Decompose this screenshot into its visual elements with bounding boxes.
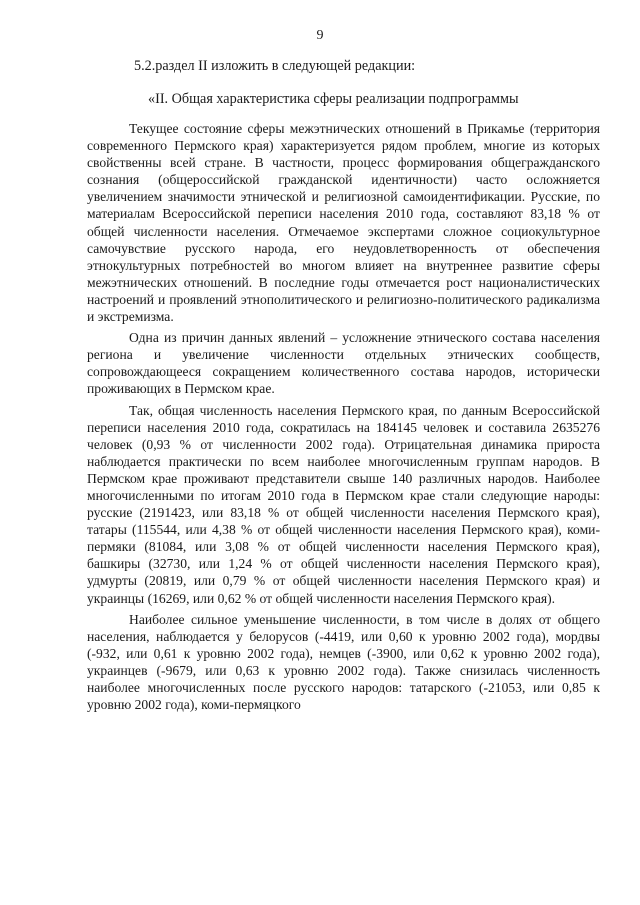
section-title: «II. Общая характеристика сферы реализации подпрограммы (148, 91, 519, 107)
paragraph: Наиболее сильное уменьшение численности, в том числе в долях от общего населения, наблюдается у белорусов (-4419, или 0,60 к уровню 2002 года), мордвы (-932, или 0,61 к уровню 2002 года), немцев (-3900, или 0,62 к уровню 2002 года), украинцев (-9679, или 0,63 к уровню 2002 года). Также снизилась численность наиболее многочисленных после русского народов: татарского (-21053, или 0,85 к уровню 2002 года), коми-пермяцкого (87, 611, 600, 713)
amendment-instruction: 5.2.раздел II изложить в следующей редакции: (134, 58, 416, 74)
document-body (87, 120, 600, 717)
paragraph: Текущее состояние сферы межэтнических отношений в Прикамье (территория современного Пермского края) характеризуется рядом проблем, многие из которых свойственны всей стране. В частности, процесс формирования общегражданского сознания (общероссийской гражданской идентичности) часто осложняется увеличением значимости этнической и религиозной самоидентификации. Русские, по материалам Всероссийской переписи населения 2010 года, составляют 83,18 % от общей численности населения. Отмечаемое экспертами сложное социокультурное самочувствие русского народа, его неудовлетворенность от обеспечения этнокультурных потребностей во многом влияет на внутреннее развитие сферы межэтнических отношений. В последние годы отмечается рост националистических настроений и проявлений этнополитического и религиозно-политического радикализма и экстремизма. (87, 121, 600, 325)
paragraph: Одна из причин данных явлений – усложнение этнического состава населения региона и увеличение численности отдельных этнических сообществ, сопровождающееся сокращением количественного состава народов, исторически проживающих в Пермском крае. (87, 330, 600, 397)
page-number: 9 (316, 28, 324, 43)
paragraph: Так, общая численность населения Пермского края, по данным Всероссийской переписи населения 2010 года, сократилась на 184145 человек и составила 2635276 человек (0,93 % от численности 2002 года). Отрицательная динамика прироста наблюдается практически по всем наиболее многочисленным группам народов. В Пермском крае проживают представители свыше 140 различных народов. Наиболее многочисленными по итогам 2010 года в Пермском крае стали следующие народы: русские (2191423, или 83,18 % от общей численности населения Пермского края), татары (115544, или 4,38 % от общей численности населения Пермского края), коми-пермяки (81084, или 3,08 % от общей численности населения Пермского края), башкиры (32730, или 1,24 % от общей численности населения Пермского края), удмурты (20819, или 0,79 % от общей численности населения Пермского края) и украинцы (16269, или 0,62 % от общей численности населения Пермского края). (87, 402, 600, 606)
